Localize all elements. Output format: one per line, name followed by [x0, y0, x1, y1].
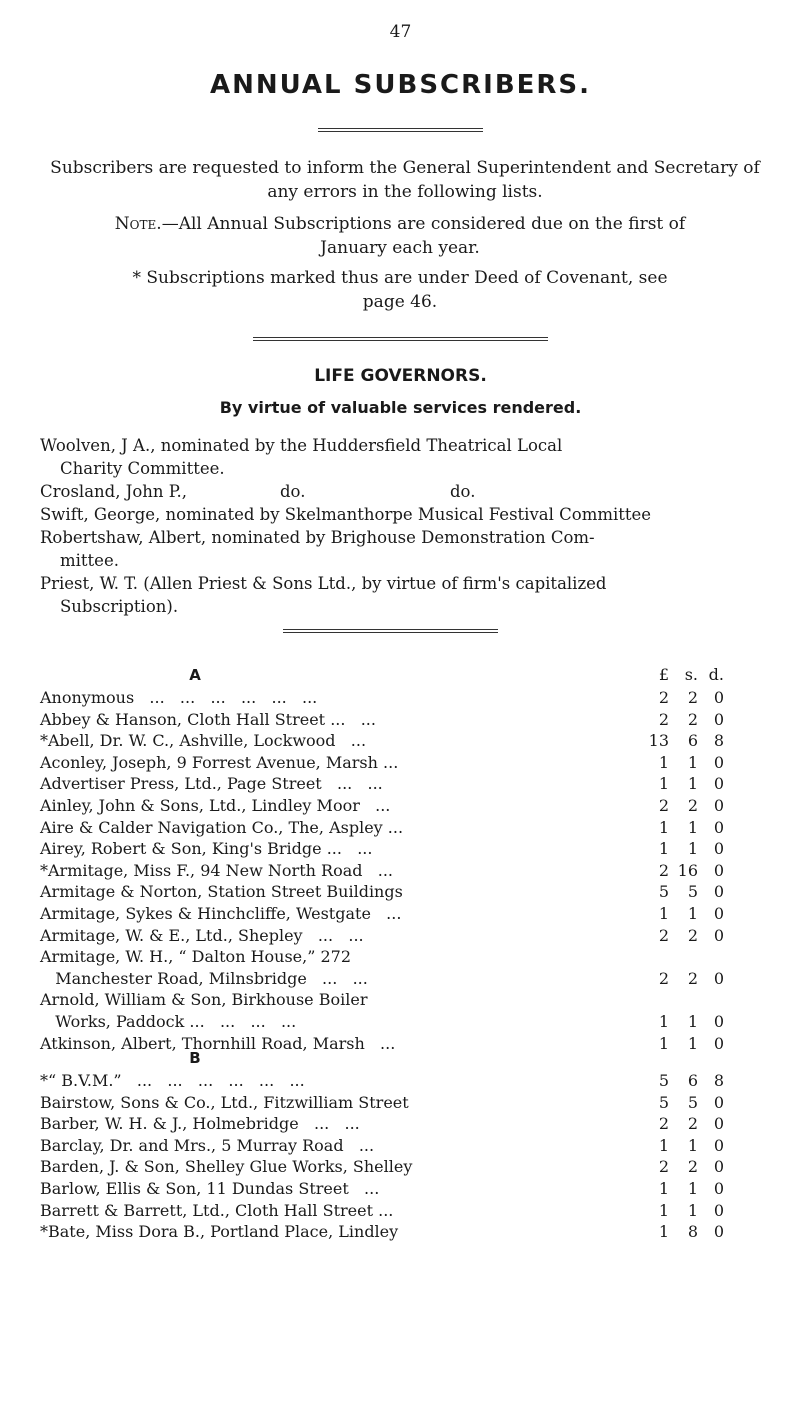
amount-pence: 0	[713, 839, 724, 859]
subscriber-row	[40, 1011, 780, 1032]
subscriber-row	[40, 946, 780, 967]
subscriber-row	[40, 1113, 780, 1134]
governor-entry-woolven	[40, 434, 780, 480]
subscriber-name: Barden, J. & Son, Shelley Glue Works, Shelley	[40, 1157, 413, 1177]
subscriber-row	[40, 817, 780, 838]
amount-shillings: 16	[677, 860, 698, 880]
entry-line: Robertshaw, Albert, nominated by Brighouse Demonstration Com-	[40, 528, 595, 547]
amount-shillings: 1	[687, 1200, 698, 1220]
subscriber-name: Armitage, Sykes & Hinchcliffe, Westgate ...	[40, 904, 402, 923]
amount-shillings: 1	[687, 752, 698, 772]
amount-pence: 0	[713, 925, 724, 945]
amount-shillings: 8	[687, 1222, 698, 1242]
intro-paragraph	[40, 156, 770, 204]
subscriber-name: Barlow, Ellis & Son, 11 Dundas Street ...	[40, 1179, 380, 1198]
governor-entry-robertshaw	[40, 526, 780, 572]
amount-shillings: 2	[687, 968, 698, 988]
shillings-header: s.	[684, 665, 698, 684]
amount-pounds: 5	[658, 1071, 669, 1090]
subscriber-row	[40, 1156, 780, 1177]
subscriber-name: Arnold, William & Son, Birkhouse Boiler	[40, 990, 368, 1010]
amount-shillings: 2	[687, 688, 698, 707]
subscriber-name: Anonymous ... ... ... ... ... ...	[40, 688, 318, 707]
amount-pence: 0	[713, 1157, 724, 1177]
currency-header-row	[40, 664, 780, 685]
subscriber-row	[40, 881, 780, 902]
subscriber-name: Bairstow, Sons & Co., Ltd., Fitzwilliam Street	[40, 1092, 409, 1112]
ditto-mark: do.	[280, 482, 306, 501]
amount-pounds: 13	[648, 731, 669, 751]
life-governors-heading: LIFE GOVERNORS.	[314, 366, 487, 386]
amount-shillings: 2	[687, 1114, 698, 1134]
amount-shillings: 1	[687, 1135, 698, 1155]
section-letter-a: A	[189, 666, 201, 684]
amount-pounds: 5	[658, 882, 669, 902]
divider-lower	[283, 629, 498, 633]
amount-shillings: 1	[687, 817, 698, 837]
amount-pence: 0	[713, 968, 724, 988]
amount-pounds: 1	[658, 1179, 669, 1198]
entry-line: mittee.	[60, 551, 119, 570]
amount-pounds: 1	[658, 904, 669, 923]
governor-entry-priest	[40, 572, 780, 618]
subscriber-name: *Armitage, Miss F., 94 New North Road ...	[40, 860, 393, 880]
amount-pounds: 2	[658, 925, 669, 945]
subscriber-row	[40, 1200, 780, 1221]
subscriber-name: Atkinson, Albert, Thornhill Road, Marsh ...	[40, 1033, 396, 1053]
divider-top	[318, 128, 483, 132]
entry-line: Subscription).	[60, 597, 179, 616]
note-text: —All Annual Subscriptions are considered due on the first of January each year.	[161, 214, 686, 258]
amount-pence: 0	[713, 1033, 724, 1053]
amount-shillings: 6	[687, 1071, 698, 1090]
amount-pence: 0	[713, 752, 724, 772]
subscriber-row	[40, 838, 780, 859]
subscriber-row	[40, 795, 780, 816]
amount-pounds: 2	[658, 709, 669, 729]
subscriber-name: *“ B.V.M.” ... ... ... ... ... ...	[40, 1071, 305, 1090]
page-number: 47	[389, 22, 412, 42]
subscriber-name: Armitage, W. & E., Ltd., Shepley ... ...	[40, 925, 364, 945]
amount-pence: 8	[713, 731, 724, 751]
page-title: ANNUAL SUBSCRIBERS.	[209, 70, 592, 100]
amount-shillings: 2	[687, 709, 698, 729]
amount-pence: 0	[713, 882, 724, 902]
pounds-header: £	[658, 665, 669, 684]
entry-line: Priest, W. T. (Allen Priest & Sons Ltd., by virtue of firm's capitalized	[40, 574, 607, 593]
subscriber-name: Manchester Road, Milnsbridge ... ...	[40, 968, 368, 988]
amount-shillings: 1	[687, 774, 698, 794]
amount-pounds: 1	[658, 1200, 669, 1220]
amount-pounds: 1	[658, 1033, 669, 1053]
asterisk-note	[110, 266, 690, 314]
subscriber-row	[40, 860, 780, 881]
subscriber-name: Aire & Calder Navigation Co., The, Aspley ...	[40, 817, 404, 837]
amount-pence: 0	[713, 774, 724, 794]
section-letter-b: B	[189, 1049, 201, 1067]
subscriber-row	[40, 773, 780, 794]
subscriber-name: Barber, W. H. & J., Holmebridge ... ...	[40, 1114, 360, 1134]
entry-line: Swift, George, nominated by Skelmanthorpe Musical Festival Committee	[40, 505, 652, 524]
amount-pence: 8	[713, 1071, 724, 1090]
amount-pence: 0	[713, 796, 724, 815]
subscriber-name: *Bate, Miss Dora B., Portland Place, Lindley	[40, 1222, 399, 1242]
amount-pounds: 2	[658, 796, 669, 815]
entry-line: Charity Committee.	[60, 459, 225, 478]
entry-line: Crosland, John P.,	[40, 482, 188, 501]
amount-shillings: 1	[687, 1012, 698, 1031]
subscriber-row	[40, 730, 780, 751]
amount-pounds: 1	[658, 752, 669, 772]
note-label: Note.	[114, 214, 162, 234]
amount-pence: 0	[713, 817, 724, 837]
amount-shillings: 2	[687, 1157, 698, 1177]
amount-pence: 0	[713, 1179, 724, 1198]
amount-shillings: 1	[687, 1033, 698, 1053]
subscriber-row	[40, 1092, 780, 1113]
amount-pounds: 1	[658, 1135, 669, 1155]
amount-pence: 0	[713, 904, 724, 923]
amount-shillings: 1	[687, 839, 698, 859]
subscriber-row	[40, 709, 780, 730]
subscriber-row	[40, 1135, 780, 1156]
subscriber-name: Barclay, Dr. and Mrs., 5 Murray Road ...	[40, 1135, 375, 1155]
note-paragraph	[80, 212, 720, 260]
amount-shillings: 2	[687, 796, 698, 815]
governor-entry-crosland	[40, 480, 780, 503]
amount-pounds: 1	[658, 774, 669, 794]
amount-shillings: 5	[687, 1092, 698, 1112]
amount-pounds: 2	[658, 968, 669, 988]
amount-pence: 0	[713, 1200, 724, 1220]
amount-pence: 0	[713, 1135, 724, 1155]
asterisk-note-text: * Subscriptions marked thus are under Deed of Covenant, see page 46.	[132, 268, 668, 312]
amount-pounds: 1	[658, 817, 669, 837]
intro-text: Subscribers are requested to inform the General Superintendent and Secretary of any errors in the following lists.	[50, 158, 760, 202]
subscriber-name: Advertiser Press, Ltd., Page Street ... ...	[40, 774, 383, 794]
ditto-mark: do.	[450, 482, 476, 501]
subscriber-name: Armitage, W. H., “ Dalton House,” 272	[40, 947, 352, 967]
subscriber-name: Ainley, John & Sons, Ltd., Lindley Moor ...	[40, 796, 391, 815]
subscriber-name: Armitage & Norton, Station Street Buildings	[40, 882, 403, 902]
entry-line: Woolven, J A., nominated by the Huddersfield Theatrical Local	[40, 436, 563, 455]
amount-shillings: 1	[687, 904, 698, 923]
subscriber-name: Aconley, Joseph, 9 Forrest Avenue, Marsh ...	[40, 752, 399, 772]
amount-pence: 0	[713, 1092, 724, 1112]
amount-pounds: 2	[658, 1114, 669, 1134]
subscriber-row	[40, 752, 780, 773]
subscriber-row	[40, 1178, 780, 1199]
amount-shillings: 2	[687, 925, 698, 945]
amount-shillings: 5	[687, 882, 698, 902]
amount-pounds: 1	[658, 1222, 669, 1242]
subscriber-name: Airey, Robert & Son, King's Bridge ... ...	[40, 839, 373, 859]
amount-pence: 0	[713, 1114, 724, 1134]
subscriber-name: Barrett & Barrett, Ltd., Cloth Hall Street ...	[40, 1200, 394, 1220]
subscriber-row	[40, 968, 780, 989]
subscriber-row	[40, 989, 780, 1010]
amount-pence: 0	[713, 1222, 724, 1242]
amount-pounds: 5	[658, 1092, 669, 1112]
amount-shillings: 6	[687, 731, 698, 751]
life-governors-subheading: By virtue of valuable services rendered.	[219, 398, 582, 417]
pence-header: d.	[708, 665, 724, 684]
subscriber-row	[40, 1070, 780, 1091]
amount-pounds: 2	[658, 688, 669, 707]
subscriber-name: Abbey & Hanson, Cloth Hall Street ... ...	[40, 709, 376, 729]
divider-middle	[253, 337, 548, 341]
amount-pence: 0	[713, 860, 724, 880]
subscriber-name: *Abell, Dr. W. C., Ashville, Lockwood ...	[40, 731, 367, 751]
amount-pounds: 1	[658, 839, 669, 859]
amount-shillings: 1	[687, 1179, 698, 1198]
governor-entry-swift	[40, 503, 780, 526]
amount-pounds: 1	[658, 1012, 669, 1031]
amount-pence: 0	[713, 709, 724, 729]
amount-pounds: 2	[658, 860, 669, 880]
amount-pence: 0	[713, 688, 724, 707]
subscriber-row	[40, 925, 780, 946]
subscriber-name: Works, Paddock ... ... ... ...	[40, 1012, 297, 1031]
subscriber-row	[40, 903, 780, 924]
subscriber-row	[40, 687, 780, 708]
amount-pounds: 2	[658, 1157, 669, 1177]
amount-pence: 0	[713, 1012, 724, 1031]
subscriber-row	[40, 1221, 780, 1242]
